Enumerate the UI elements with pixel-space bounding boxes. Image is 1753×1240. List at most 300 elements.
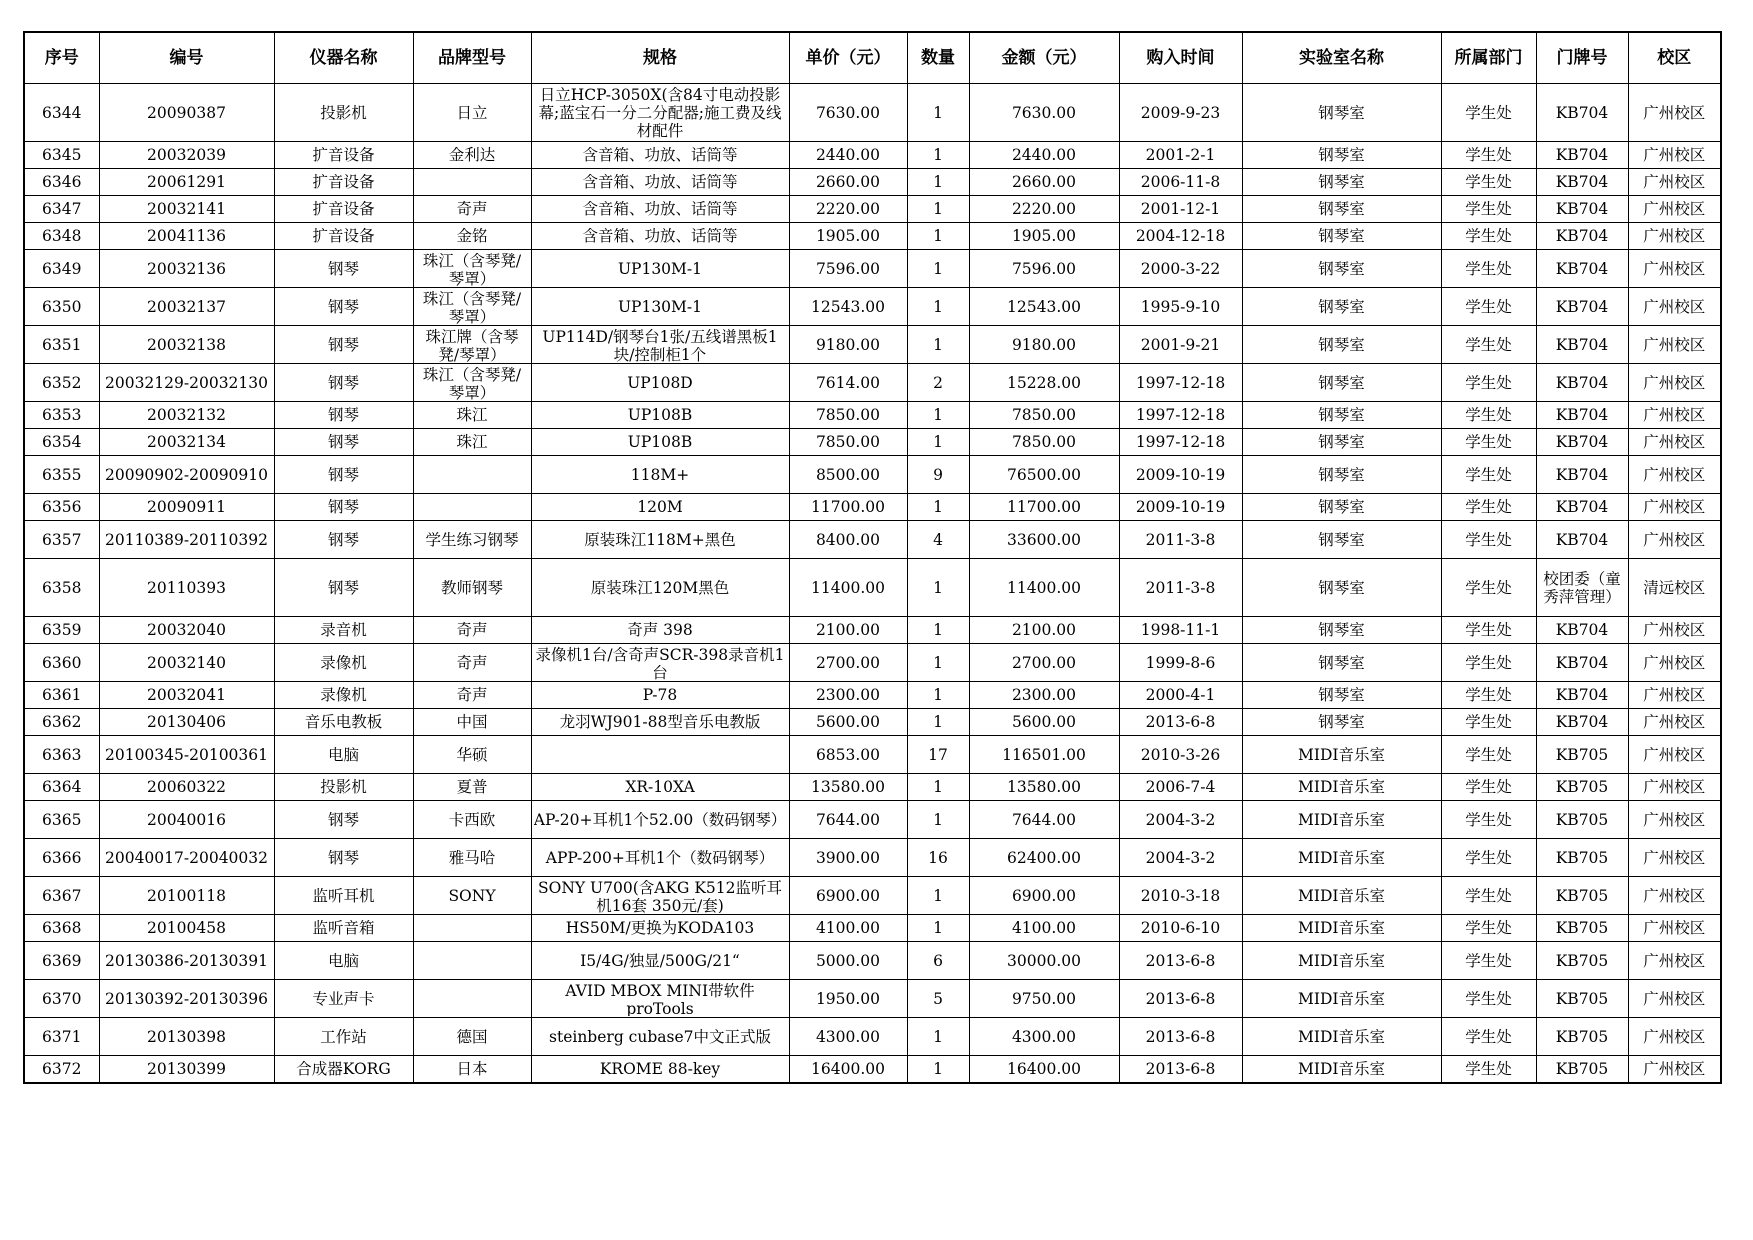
- cell-brand-model: [413, 494, 531, 521]
- cell-campus: [1628, 774, 1721, 801]
- cell-room-number-text: KB704: [1555, 103, 1609, 122]
- cell-specification: [531, 196, 789, 223]
- cell-unit-price: [789, 288, 907, 326]
- cell-unit-price: [789, 774, 907, 801]
- cell-amount: [969, 801, 1119, 839]
- cell-unit-price: [789, 142, 907, 169]
- cell-specification: [531, 736, 789, 774]
- cell-lab-name: [1242, 196, 1441, 223]
- cell-specification-text: XR-10XA: [625, 778, 695, 796]
- cell-amount-text: 2300.00: [1011, 686, 1077, 704]
- cell-department: [1441, 1018, 1536, 1056]
- cell-campus: [1628, 682, 1721, 709]
- cell-campus-text: 广州校区: [1643, 951, 1706, 970]
- cell-campus-text: 广州校区: [1643, 1027, 1706, 1046]
- cell-lab-name: [1242, 429, 1441, 456]
- cell-purchase-date-text: 2001-9-21: [1140, 335, 1221, 354]
- cell-department: [1441, 169, 1536, 196]
- cell-index-text: 6372: [42, 1059, 82, 1078]
- cell-campus-text: 广州校区: [1643, 848, 1706, 867]
- cell-room-number: [1536, 456, 1628, 494]
- cell-instrument-name: [274, 915, 413, 942]
- cell-brand-model: [413, 402, 531, 429]
- cell-specification-text: 录像机1台/含奇声SCR-398录音机1台: [535, 645, 785, 680]
- cell-brand-model: [413, 877, 531, 915]
- cell-campus: [1628, 326, 1721, 364]
- cell-quantity-text: 1: [933, 297, 943, 316]
- cell-brand-model: [413, 942, 531, 980]
- cell-room-number-text: KB704: [1555, 713, 1609, 731]
- cell-room-number: [1536, 250, 1628, 288]
- cell-amount-text: 30000.00: [1007, 951, 1081, 970]
- cell-campus: [1628, 429, 1721, 456]
- cell-amount-text: 7850.00: [1011, 406, 1077, 424]
- cell-amount-text: 4100.00: [1011, 919, 1077, 937]
- cell-room-number-text: KB705: [1555, 886, 1609, 905]
- cell-room-number-text: KB705: [1555, 989, 1609, 1008]
- cell-brand-model: [413, 682, 531, 709]
- cell-unit-price-text: 2100.00: [815, 621, 881, 639]
- cell-lab-name-text: 钢琴室: [1318, 146, 1365, 164]
- cell-lab-name-text: 钢琴室: [1318, 406, 1365, 424]
- cell-brand-model-text: 日本: [456, 1059, 488, 1078]
- cell-quantity-text: 1: [933, 810, 943, 829]
- cell-quantity-text: 1: [933, 406, 943, 424]
- cell-specification: [531, 980, 789, 1018]
- cell-unit-price-text: 7596.00: [815, 259, 881, 278]
- cell-purchase-date: [1119, 736, 1242, 774]
- cell-purchase-date: [1119, 494, 1242, 521]
- cell-instrument-name: [274, 617, 413, 644]
- cell-brand-model: [413, 364, 531, 402]
- cell-instrument-name-text: 扩音设备: [312, 200, 375, 218]
- cell-lab-name: [1242, 980, 1441, 1018]
- cell-campus: [1628, 617, 1721, 644]
- cell-department: [1441, 196, 1536, 223]
- cell-lab-name-text: MIDI音乐室: [1297, 848, 1386, 867]
- cell-quantity: [907, 980, 969, 1018]
- cell-campus: [1628, 801, 1721, 839]
- cell-campus-text: 广州校区: [1643, 200, 1706, 218]
- cell-brand-model: [413, 644, 531, 682]
- cell-brand-model-text: 珠江（含琴凳/琴罩）: [422, 289, 522, 324]
- table-row: [24, 364, 1721, 402]
- cell-unit-price-text: 6900.00: [815, 886, 881, 905]
- cell-quantity-text: 1: [933, 686, 943, 704]
- cell-quantity: [907, 774, 969, 801]
- cell-asset-number-text: 20090387: [147, 103, 226, 122]
- cell-specification: [531, 494, 789, 521]
- cell-specification: [531, 84, 789, 142]
- cell-index-text: 6366: [42, 848, 82, 867]
- cell-specification-text: 奇声 398: [627, 621, 693, 639]
- cell-asset-number-text: 20061291: [147, 173, 226, 191]
- cell-quantity: [907, 142, 969, 169]
- cell-lab-name: [1242, 801, 1441, 839]
- cell-index-text: 6354: [42, 433, 82, 451]
- cell-instrument-name: [274, 84, 413, 142]
- cell-department-text: 学生处: [1465, 146, 1512, 164]
- cell-brand-model: [413, 839, 531, 877]
- cell-quantity: [907, 617, 969, 644]
- cell-room-number: [1536, 288, 1628, 326]
- cell-unit-price-text: 8400.00: [815, 530, 881, 549]
- cell-amount: [969, 1056, 1119, 1083]
- cell-amount-text: 2660.00: [1011, 173, 1077, 191]
- table-row: [24, 915, 1721, 942]
- cell-instrument-name-text: 扩音设备: [312, 146, 375, 164]
- cell-lab-name-text: MIDI音乐室: [1297, 745, 1386, 764]
- cell-quantity-text: 1: [933, 146, 943, 164]
- cell-brand-model: [413, 980, 531, 1018]
- cell-unit-price-text: 7614.00: [815, 373, 881, 392]
- table-row: [24, 839, 1721, 877]
- cell-quantity-text: 1: [933, 653, 943, 672]
- cell-instrument-name-text: 合成器KORG: [296, 1059, 391, 1078]
- cell-asset-number: [99, 1018, 274, 1056]
- cell-lab-name: [1242, 915, 1441, 942]
- cell-department-text: 学生处: [1465, 989, 1512, 1008]
- cell-index-text: 6352: [42, 373, 82, 392]
- cell-brand-model-text: 珠江: [456, 406, 488, 424]
- cell-specification-text: 含音箱、功放、话筒等: [582, 227, 738, 245]
- cell-index-text: 6346: [42, 173, 82, 191]
- cell-unit-price-text: 2440.00: [815, 146, 881, 164]
- cell-lab-name-text: 钢琴室: [1318, 653, 1365, 672]
- cell-quantity-text: 1: [933, 621, 943, 639]
- cell-quantity: [907, 801, 969, 839]
- cell-brand-model-text: 金铭: [456, 227, 488, 245]
- cell-quantity-text: 1: [933, 1027, 943, 1046]
- cell-purchase-date: [1119, 1056, 1242, 1083]
- cell-department-text: 学生处: [1465, 103, 1512, 122]
- cell-room-number: [1536, 617, 1628, 644]
- table-row: [24, 429, 1721, 456]
- cell-asset-number-text: 20130406: [147, 713, 226, 731]
- cell-lab-name: [1242, 877, 1441, 915]
- cell-lab-name-text: 钢琴室: [1318, 465, 1365, 484]
- cell-campus: [1628, 142, 1721, 169]
- cell-room-number: [1536, 709, 1628, 736]
- cell-brand-model: [413, 521, 531, 559]
- cell-specification: [531, 709, 789, 736]
- cell-quantity-text: 1: [933, 433, 943, 451]
- cell-unit-price-text: 8500.00: [815, 465, 881, 484]
- cell-amount: [969, 288, 1119, 326]
- cell-department: [1441, 521, 1536, 559]
- col-header-instrument-name: 仪器名称: [274, 32, 413, 84]
- cell-quantity: [907, 429, 969, 456]
- cell-unit-price: [789, 223, 907, 250]
- cell-campus-text: 广州校区: [1643, 103, 1706, 122]
- cell-purchase-date-text: 2009-10-19: [1135, 465, 1226, 484]
- cell-amount-text: 9750.00: [1011, 989, 1077, 1008]
- cell-lab-name: [1242, 142, 1441, 169]
- cell-index: [24, 1018, 99, 1056]
- cell-lab-name: [1242, 250, 1441, 288]
- cell-purchase-date-text: 2011-3-8: [1145, 578, 1216, 597]
- cell-amount: [969, 84, 1119, 142]
- cell-brand-model-text: 金利达: [448, 146, 496, 164]
- cell-unit-price-text: 16400.00: [811, 1059, 885, 1078]
- cell-amount-text: 2220.00: [1011, 200, 1077, 218]
- cell-purchase-date: [1119, 456, 1242, 494]
- cell-lab-name: [1242, 774, 1441, 801]
- cell-unit-price-text: 7644.00: [815, 810, 881, 829]
- cell-amount-text: 11700.00: [1007, 498, 1081, 516]
- cell-department-text: 学生处: [1465, 621, 1512, 639]
- cell-unit-price: [789, 364, 907, 402]
- cell-amount: [969, 364, 1119, 402]
- cell-department-text: 学生处: [1465, 498, 1512, 516]
- cell-lab-name: [1242, 942, 1441, 980]
- cell-quantity: [907, 736, 969, 774]
- table-row: [24, 1018, 1721, 1056]
- cell-room-number: [1536, 644, 1628, 682]
- cell-unit-price-text: 9180.00: [815, 335, 881, 354]
- cell-brand-model-text: 珠江（含琴凳/琴罩）: [422, 251, 522, 286]
- cell-room-number-text: KB705: [1555, 810, 1609, 829]
- cell-index: [24, 644, 99, 682]
- cell-room-number: [1536, 1056, 1628, 1083]
- cell-room-number: [1536, 1018, 1628, 1056]
- cell-lab-name: [1242, 682, 1441, 709]
- cell-department-text: 学生处: [1465, 406, 1512, 424]
- cell-quantity-text: 1: [933, 227, 943, 245]
- cell-unit-price: [789, 1018, 907, 1056]
- cell-amount-text: 6900.00: [1011, 886, 1077, 905]
- cell-asset-number-text: 20130398: [147, 1027, 226, 1046]
- cell-amount-text: 7644.00: [1011, 810, 1077, 829]
- cell-instrument-name: [274, 402, 413, 429]
- cell-lab-name: [1242, 1056, 1441, 1083]
- cell-index-text: 6361: [42, 686, 82, 704]
- cell-department: [1441, 364, 1536, 402]
- cell-purchase-date-text: 2009-9-23: [1140, 103, 1221, 122]
- cell-lab-name: [1242, 456, 1441, 494]
- cell-lab-name: [1242, 364, 1441, 402]
- cell-purchase-date: [1119, 559, 1242, 617]
- cell-amount-text: 9180.00: [1011, 335, 1077, 354]
- cell-quantity-text: 1: [933, 173, 943, 191]
- cell-campus: [1628, 456, 1721, 494]
- cell-amount-text: 1905.00: [1011, 227, 1077, 245]
- cell-department-text: 学生处: [1465, 433, 1512, 451]
- cell-campus-text: 广州校区: [1643, 621, 1706, 639]
- cell-purchase-date-text: 2000-4-1: [1145, 686, 1216, 704]
- cell-campus-text: 广州校区: [1643, 886, 1706, 905]
- cell-asset-number-text: 20130386-20130391: [104, 951, 269, 970]
- cell-index: [24, 617, 99, 644]
- cell-brand-model-text: 珠江（含琴凳/琴罩）: [422, 365, 522, 400]
- cell-index: [24, 915, 99, 942]
- cell-unit-price: [789, 326, 907, 364]
- cell-specification-text: HS50M/更换为KODA103: [565, 919, 755, 937]
- cell-lab-name-text: 钢琴室: [1318, 335, 1365, 354]
- cell-unit-price: [789, 169, 907, 196]
- cell-quantity: [907, 877, 969, 915]
- cell-purchase-date: [1119, 250, 1242, 288]
- cell-asset-number-text: 20032040: [147, 621, 226, 639]
- cell-specification: [531, 169, 789, 196]
- cell-quantity-text: 1: [933, 1059, 943, 1078]
- cell-amount-text: 116501.00: [1002, 745, 1086, 764]
- cell-department-text: 学生处: [1465, 745, 1512, 764]
- cell-quantity-text: 9: [933, 465, 943, 484]
- cell-instrument-name-text: 监听音箱: [312, 919, 375, 937]
- cell-quantity-text: 2: [933, 373, 943, 392]
- cell-asset-number: [99, 682, 274, 709]
- cell-room-number: [1536, 364, 1628, 402]
- cell-lab-name: [1242, 326, 1441, 364]
- cell-instrument-name: [274, 196, 413, 223]
- cell-index-text: 6353: [42, 406, 82, 424]
- cell-asset-number-text: 20032129-20032130: [104, 373, 269, 392]
- cell-brand-model-text: 学生练习钢琴: [425, 530, 519, 549]
- table-row: [24, 169, 1721, 196]
- cell-quantity-text: 1: [933, 578, 943, 597]
- cell-brand-model-text: 奇声: [456, 200, 488, 218]
- cell-asset-number: [99, 521, 274, 559]
- cell-quantity-text: 1: [933, 335, 943, 354]
- cell-instrument-name: [274, 980, 413, 1018]
- cell-department-text: 学生处: [1465, 886, 1512, 905]
- cell-room-number: [1536, 494, 1628, 521]
- cell-brand-model: [413, 288, 531, 326]
- cell-specification: [531, 250, 789, 288]
- cell-instrument-name: [274, 521, 413, 559]
- cell-room-number-text: KB704: [1555, 335, 1609, 354]
- cell-index: [24, 559, 99, 617]
- cell-instrument-name: [274, 429, 413, 456]
- cell-department: [1441, 709, 1536, 736]
- cell-quantity-text: 1: [933, 103, 943, 122]
- cell-instrument-name: [274, 169, 413, 196]
- cell-brand-model: [413, 456, 531, 494]
- cell-campus: [1628, 980, 1721, 1018]
- cell-quantity-text: 16: [928, 848, 948, 867]
- cell-campus: [1628, 494, 1721, 521]
- cell-unit-price-text: 7850.00: [815, 433, 881, 451]
- table-row: [24, 709, 1721, 736]
- cell-specification: [531, 521, 789, 559]
- cell-room-number-text: KB704: [1555, 406, 1609, 424]
- table-row: [24, 250, 1721, 288]
- cell-unit-price: [789, 877, 907, 915]
- cell-index-text: 6363: [42, 745, 82, 764]
- cell-asset-number: [99, 196, 274, 223]
- cell-lab-name-text: 钢琴室: [1318, 686, 1365, 704]
- cell-asset-number-text: 20100345-20100361: [104, 745, 269, 764]
- cell-campus-text: 广州校区: [1643, 778, 1706, 796]
- cell-amount-text: 4300.00: [1011, 1027, 1077, 1046]
- cell-asset-number-text: 20041136: [147, 227, 226, 245]
- cell-amount: [969, 169, 1119, 196]
- cell-room-number: [1536, 774, 1628, 801]
- cell-department: [1441, 774, 1536, 801]
- cell-brand-model: [413, 709, 531, 736]
- cell-purchase-date: [1119, 326, 1242, 364]
- cell-specification-text: I5/4G/独显/500G/21“: [580, 951, 740, 970]
- cell-specification: [531, 1056, 789, 1083]
- cell-quantity: [907, 364, 969, 402]
- cell-quantity-text: 4: [933, 530, 943, 549]
- cell-unit-price: [789, 709, 907, 736]
- cell-purchase-date-text: 2006-11-8: [1140, 173, 1221, 191]
- cell-asset-number: [99, 801, 274, 839]
- cell-brand-model: [413, 250, 531, 288]
- cell-room-number-text: KB704: [1555, 227, 1609, 245]
- cell-specification: [531, 402, 789, 429]
- cell-specification-text: APP-200+耳机1个（数码钢琴）: [545, 848, 775, 867]
- cell-instrument-name-text: 钢琴: [327, 848, 359, 867]
- cell-amount-text: 2700.00: [1011, 653, 1077, 672]
- table-row: [24, 736, 1721, 774]
- cell-index-text: 6364: [42, 778, 82, 796]
- equipment-table: [23, 31, 1722, 1084]
- cell-instrument-name-text: 专业声卡: [312, 989, 375, 1008]
- cell-department: [1441, 456, 1536, 494]
- cell-asset-number: [99, 364, 274, 402]
- cell-purchase-date-text: 1997-12-18: [1135, 406, 1226, 424]
- table-row: [24, 774, 1721, 801]
- cell-unit-price: [789, 801, 907, 839]
- cell-asset-number-text: 20032039: [147, 146, 226, 164]
- cell-department: [1441, 644, 1536, 682]
- cell-room-number-text: KB705: [1555, 951, 1609, 970]
- cell-specification: [531, 877, 789, 915]
- table-row: [24, 682, 1721, 709]
- cell-specification: [531, 364, 789, 402]
- cell-room-number: [1536, 877, 1628, 915]
- cell-instrument-name-text: 钢琴: [327, 433, 359, 451]
- cell-amount: [969, 736, 1119, 774]
- cell-purchase-date-text: 2013-6-8: [1145, 989, 1216, 1008]
- col-header-department: 所属部门: [1441, 32, 1536, 84]
- cell-specification: [531, 915, 789, 942]
- cell-specification: [531, 801, 789, 839]
- cell-department-text: 学生处: [1465, 227, 1512, 245]
- cell-lab-name-text: MIDI音乐室: [1297, 989, 1386, 1008]
- cell-specification-text: 龙羽WJ901-88型音乐电教版: [559, 713, 761, 731]
- cell-unit-price-text: 1950.00: [815, 989, 881, 1008]
- cell-unit-price-text: 1905.00: [815, 227, 881, 245]
- cell-department: [1441, 494, 1536, 521]
- cell-room-number-text: 校团委（童秀萍管理）: [1543, 569, 1621, 606]
- cell-campus-text: 广州校区: [1643, 433, 1706, 451]
- cell-index: [24, 736, 99, 774]
- cell-department-text: 学生处: [1465, 713, 1512, 731]
- table-row: [24, 942, 1721, 980]
- cell-index-text: 6370: [42, 989, 82, 1008]
- cell-unit-price-text: 7850.00: [815, 406, 881, 424]
- cell-instrument-name-text: 钢琴: [327, 498, 359, 516]
- cell-unit-price: [789, 980, 907, 1018]
- cell-department: [1441, 736, 1536, 774]
- cell-purchase-date: [1119, 429, 1242, 456]
- cell-asset-number-text: 20110393: [147, 578, 226, 597]
- cell-index: [24, 288, 99, 326]
- cell-lab-name-text: MIDI音乐室: [1297, 778, 1386, 796]
- cell-department: [1441, 839, 1536, 877]
- cell-quantity: [907, 559, 969, 617]
- cell-brand-model-text: SONY: [448, 886, 496, 905]
- cell-room-number: [1536, 915, 1628, 942]
- cell-unit-price: [789, 942, 907, 980]
- cell-specification-text: 含音箱、功放、话筒等: [582, 200, 738, 218]
- cell-specification-text: 118M+: [630, 465, 690, 484]
- cell-instrument-name-text: 投影机: [320, 778, 367, 796]
